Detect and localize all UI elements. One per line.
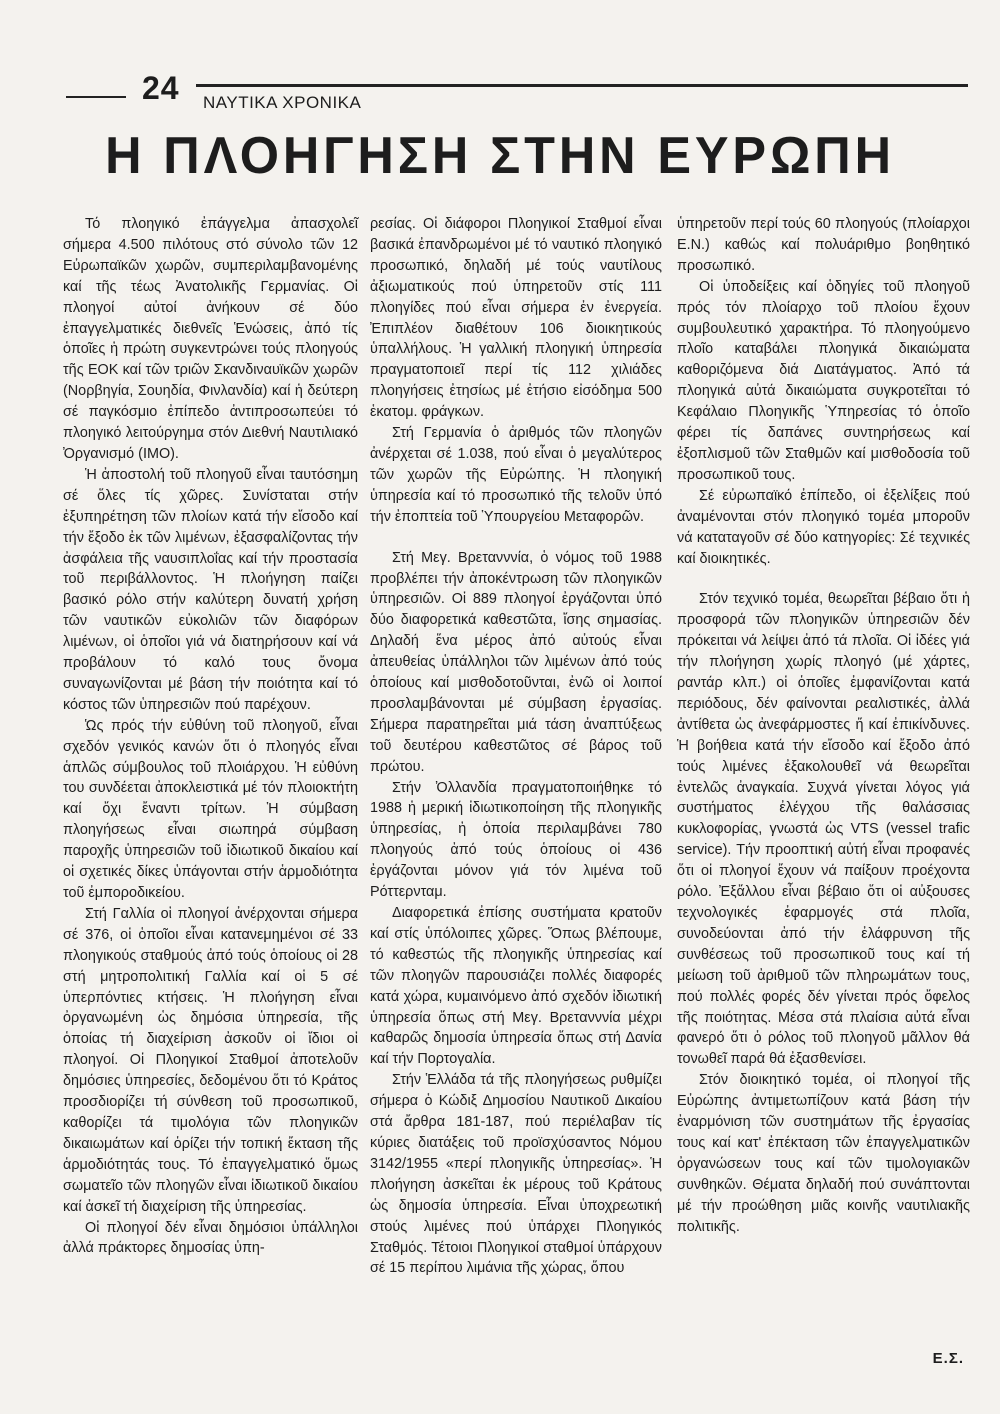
paragraph: ρεσίας. Οἱ διάφοροι Πλοηγικοί Σταθμοί εἶναι βασικά ἐπανδρωμένοι μέ τό ναυτικό πλοηγικό προσωπικό, δηλαδή μέ τούς ναυτίλους ἀξιωματικούς πού ὑπηρετοῦν στίς 111 πλοηγίδες πού εἶναι σήμερα ἐν ἐνεργεία. Ἐπιπλέον διαθέτουν 106 διοικητικούς ὑπαλλήλους. Ἡ γαλλική πλοηγική ὑπηρεσία πραγματοποιεῖ περί τίς 112 χιλιάδες πλοηγήσεις ἐτησίως μέ ἐτήσιο εἰσόδημα 500 ἑκατομ. φράγκων. (370, 216, 662, 421)
paragraph: Διαφορετικά ἐπίσης συστήματα κρατοῦν καί στίς ὑπόλοιπες χῶρες. Ὅπως βλέπουμε, τό καθεστώς τῆς πλοηγικῆς ὑπηρεσίας καί τῶν πλοηγῶν παρουσιάζει πολλές διαφορές κατά χώρα, κυμαινόμενο ἀπό σχεδόν ἰδιωτική ὑπηρεσία ὅπως στή Μεγ. Βρετανννία μέχρι καθαρῶς δημοσία ὑπηρεσία ὅπως στή Δανία καί τήν Πορτογαλία. (370, 905, 662, 1068)
paragraph: ὑπηρετοῦν περί τούς 60 πλοηγούς (πλοίαρχοι Ε.Ν.) καθώς καί πολυάριθμο βοηθητικό προσωπικό. (677, 216, 970, 274)
author-signature: Ε.Σ. (932, 1350, 964, 1367)
paragraph: Στή Γαλλία οἱ πλοηγοί ἀνέρχονται σήμερα σέ 376, οἱ ὁποῖοι εἶναι κατανεμημένοι σέ 33 πλοηγικούς σταθμούς ἀπό τούς ὁποίους οἱ 28 στή μητροπολιτική Γαλλία καί οἱ 5 σέ ὑπερπόντιες κτήσεις. Ἡ πλοήγηση εἶναι ὀργανωμένη ὡς δημόσια ὑπηρεσία, τῆς ὁποίας τή διαχείριση ἀσκοῦν οἱ ἴδιοι οἱ πλοηγοί. Οἱ Πλοηγικοί Σταθμοί ἀποτελοῦν δημόσιες ὑπηρεσίες, δεδομένου ὅτι τό Κράτος προσδιορίζει τή σύνθεση τοῦ προσωπικοῦ, καθορίζει τά τιμολόγια τῶν πλοηγικῶν δικαιωμάτων καί ὁρίζει τήν τοπική ἔκταση τῆς ἁρμοδιότητάς τους. Τό ἐπαγγελματικό ὅμως σωματεῖο τῶν πλοηγῶν εἶναι ἰδιωτικοῦ δικαίου καί ἀσκεῖ τή διαχείριση τῆς ὑπηρεσίας. (63, 905, 358, 1215)
header-rule-right (196, 84, 968, 87)
paragraph: Στή Γερμανία ὁ ἀριθμός τῶν πλοηγῶν ἀνέρχεται σέ 1.038, πού εἶναι ὁ μεγαλύτερος τῶν χωρῶν τῆς Εὐρώπης. Ἡ πλοηγική ὑπηρεσία καί τό προσωπικό τῆς τελοῦν ὑπό τήν ἐποπτεία τοῦ Ὑπουργείου Μεταφορῶν. (370, 425, 662, 525)
article-column-2 (370, 214, 662, 1279)
paragraph: Οἱ πλοηγοί δέν εἶναι δημόσιοι ὑπάλληλοι ἀλλά πράκτορες δημοσίας ὑπη- (63, 1219, 358, 1257)
paragraph: Στή Μεγ. Βρετανννία, ὁ νόμος τοῦ 1988 προβλέπει τήν ἀποκέντρωση τῶν πλοηγικῶν ὑπηρεσιῶν. Οἱ 889 πλοηγοί ἐργάζονται ὑπό δύο διαφορετικά καθεστῶτα, ἴσης σημασίας. Δηλαδή ἕνα μέρος ἀπό αὐτούς εἶναι ἀπευθείας ὑπάλληλοι τῶν λιμένων ἀπό τούς ὁποίους καί μισθοδοτοῦνται, ἐνῶ οἱ λοιποί προσλαμβάνονται μέ σύμβαση ἐργασίας. Σήμερα παρατηρεῖται μιά τάση ἀναπτύξεως τοῦ δευτέρου καθεστῶτος σέ βάρος τοῦ πρώτου. (370, 549, 662, 775)
article-column-1 (63, 214, 358, 1259)
paragraph: Στόν διοικητικό τομέα, οἱ πλοηγοί τῆς Εὐρώπης ἀντιμετωπίζουν κατά βάση τήν ἐναρμόνιση τῶν συστημάτων τῆς ἐργασίας τους καί κατ' ἐπέκταση τῶν ἐπαγγελματικῶν ὀργανώσεων τους καί τῶν τιμολογιακῶν συνθηκῶν. Θέματα δηλαδή πού συνάπτονται μέ τήν προώθηση μιᾶς κοινῆς ναυτιλιακῆς πολιτικῆς. (677, 1072, 970, 1235)
paragraph: Στήν Ὀλλανδία πραγματοποιήθηκε τό 1988 ἡ μερική ἰδιωτικοποίηση τῆς πλοηγικῆς ὑπηρεσίας, ἡ ὁποία περιλαμβάνει 780 πλοηγούς ἀπό τούς ὁποίους οἱ 436 ἐργάζονται μόνον γιά τόν λιμένα τοῦ Ρόττερνταμ. (370, 779, 662, 901)
page-number: 24 (142, 70, 180, 106)
header-rule-left (66, 96, 126, 98)
paragraph: Ὡς πρός τήν εὐθύνη τοῦ πλοηγοῦ, εἶναι σχεδόν γενικός κανών ὅτι ὁ πλοηγός εἶναι ἁπλῶς σύμβουλος τοῦ πλοιάρχου. Ἡ εὐθύνη του συνδέεται ἀποκλειστικά μέ τόν πλοιοκτήτη καί ὄχι ἔναντι τρίτων. Ἡ σύμβαση πλοηγήσεως εἶναι σιωπηρά σύμβαση παροχῆς ὑπηρεσιῶν τοῦ ἰδιωτικοῦ δικαίου καί οἱ σχετικές δίκες ὑπάγονται στήν ἁρμοδιότητα τοῦ ἐμποροδικείου. (63, 717, 358, 901)
paragraph: Τό πλοηγικό ἐπάγγελμα ἀπασχολεῖ σήμερα 4.500 πιλότους στό σύνολο τῶν 12 Εὐρωπαϊκῶν χωρῶν, συμπεριλαμβανομένης καί τῆς τέως Ἀνατολικῆς Γερμανίας. Οἱ πλοηγοί αὐτοί ἀνήκουν σέ δύο ἐπαγγελματικές διεθνεῖς Ἑνώσεις, ἀπό τίς ὁποῖες ἡ πρώτη συγκεντρώνει τούς πλοηγούς τῆς ΕΟΚ καί τῶν τριῶν Σκανδιναυϊκῶν χωρῶν (Νορβηγία, Σουηδία, Φινλανδία) καί ἡ δεύτερη σέ παγκόσμιο ἐπίπεδο ἀντιπροσωπεύει τό πλοηγικό λειτούργημα στόν Διεθνή Ναυτιλιακό Ὀργανισμό (ΙΜΟ). (63, 216, 358, 462)
paragraph: Στήν Ἑλλάδα τά τῆς πλοηγήσεως ρυθμίζει σήμερα ὁ Κώδιξ Δημοσίου Ναυτικοῦ Δικαίου στά ἄρθρα 181-187, πού περιέλαβαν τίς κύριες διατάξεις τοῦ προϊσχύσαντος Νόμου 3142/1955 «περί πλοηγικῆς ὑπηρεσίας». Ἡ πλοήγηση ἀσκεῖται ἐκ μέρους τοῦ Κράτους ὡς δημοσία ὑπηρεσία. Εἶναι ὑποχρεωτική στούς λιμένες πού ὑπάρχει Πλοηγικός Σταθμός. Τέτοιοι Πλοηγικοί σταθμοί ὑπάρχουν σέ 15 περίπου λιμάνια τῆς χώρας, ὅπου (370, 1072, 662, 1277)
article-column-3 (677, 214, 970, 1238)
article-title: Η ΠΛΟΗΓΗΣΗ ΣΤΗΝ ΕΥΡΩΠΗ (105, 127, 895, 185)
paragraph: Στόν τεχνικό τομέα, θεωρεῖται βέβαιο ὅτι ἡ προσφορά τῶν πλοηγικῶν ὑπηρεσιῶν δέν πρόκειται νά λείψει ἀπό τά πλοῖα. Οἱ ἰδέες γιά τήν πλοήγηση χωρίς πλοηγό (μέ χάρτες, ραντάρ κλπ.) οἱ ὁποῖες ἐμφανίζονται κατά περιόδους, δέν φαίνονται ρεαλιστικές, ἀλλά ἀντίθετα ὡς ἀνεφάρμοστες ἤ καί ἐπικίνδυνες. Ἡ βοήθεια κατά τήν εἴσοδο καί ἔξοδο ἀπό τούς λιμένες ἐξακολουθεῖ νά θεωρεῖται ἐντελῶς ἀναγκαία. Συχνά γίνεται λόγος γιά συστήματος ἐλέγχου τῆς θαλάσσιας κυκλοφορίας, γνωστά ὡς VTS (vessel trafic service). Τήν προοπτική αὐτή εἶναι προφανές ὅτι οἱ πλοηγοί ἔχουν νά παίξουν προέχοντα ρόλο. Ἐξἄλλου εἶναι βέβαιο ὅτι οἱ αὐξουσες τεχνολογικές ἐφαρμογές στά πλοῖα, συνοδεύονται ἀπό τήν ἐλάφρυνση τῆς συνθέσεως τοῦ προσωπικοῦ τους καί τή μείωση τοῦ ἀριθμοῦ τῶν πληρωμάτων τους, πού πολλές φορές δέν γίνεται πρός ὄφελος τῆς ποιότητας. Μέσα στά πλαίσια αὐτά εἶναι φανερό ὅτι ὁ ρόλος τοῦ πλοηγοῦ μᾶλλον θά τονωθεῖ παρά θά ἐξασθενίσει. (677, 591, 970, 1068)
paragraph: Σέ εὐρωπαϊκό ἐπίπεδο, οἱ ἐξελίξεις πού ἀναμένονται στόν πλοηγικό τομέα μποροῦν νά καταταγοῦν σέ δύο κατηγορίες: Σέ τεχνικές καί διοικητικές. (677, 487, 970, 567)
paragraph: Ἡ ἀποστολή τοῦ πλοηγοῦ εἶναι ταυτόσημη σέ ὅλες τίς χῶρες. Συνίσταται στήν ἐξυπηρέτηση τῶν πλοίων κατά τήν εἴσοδο καί τήν ἔξοδο ἐκ τῶν λιμένων, ἐξασφαλίζοντας τήν ἀσφάλεια τῆς ναυσιπλοΐας καί τήν προστασία τοῦ περιβάλλοντος. Ἡ πλοήγηση παίζει βασικό ρόλο στήν καλύτερη δυνατή χρήση τῶν ναυτικῶν εὐκολιῶν τῶν διαφόρων λιμένων, οἱ ὁποῖοι γιά νά διατηρήσουν καί νά προβάλουν τό καλό τους ὄνομα συναγωνίζονται μέ βάση τήν ποιότητα καί τό κόστος τῶν ὑπηρεσιῶν πού παρέχουν. (63, 466, 358, 713)
publication-name: ΝΑΥΤΙΚΑ ΧΡΟΝΙΚΑ (203, 93, 362, 112)
paragraph: Οἱ ὑποδείξεις καί ὁδηγίες τοῦ πλοηγοῦ πρός τόν πλοίαρχο τοῦ πλοίου ἔχουν συμβουλευτικό χαρακτήρα. Τό πλοηγούμενο πλοῖο καταβάλει πλοηγικά δικαιώματα καθοριζόμενα διά Διατάγματος. Ἀπό τά πλοηγικά αὐτά δικαιώματα συγκροτεῖται τό Κεφάλαιο Πλοηγικῆς Ὑπηρεσίας τό ὁποῖο φέρει τίς δαπάνες συντηρήσεως καί ἐξοπλισμοῦ τῶν Σταθμῶν καί μισθοδοσία τοῦ προσωπικοῦ τους. (677, 278, 970, 483)
